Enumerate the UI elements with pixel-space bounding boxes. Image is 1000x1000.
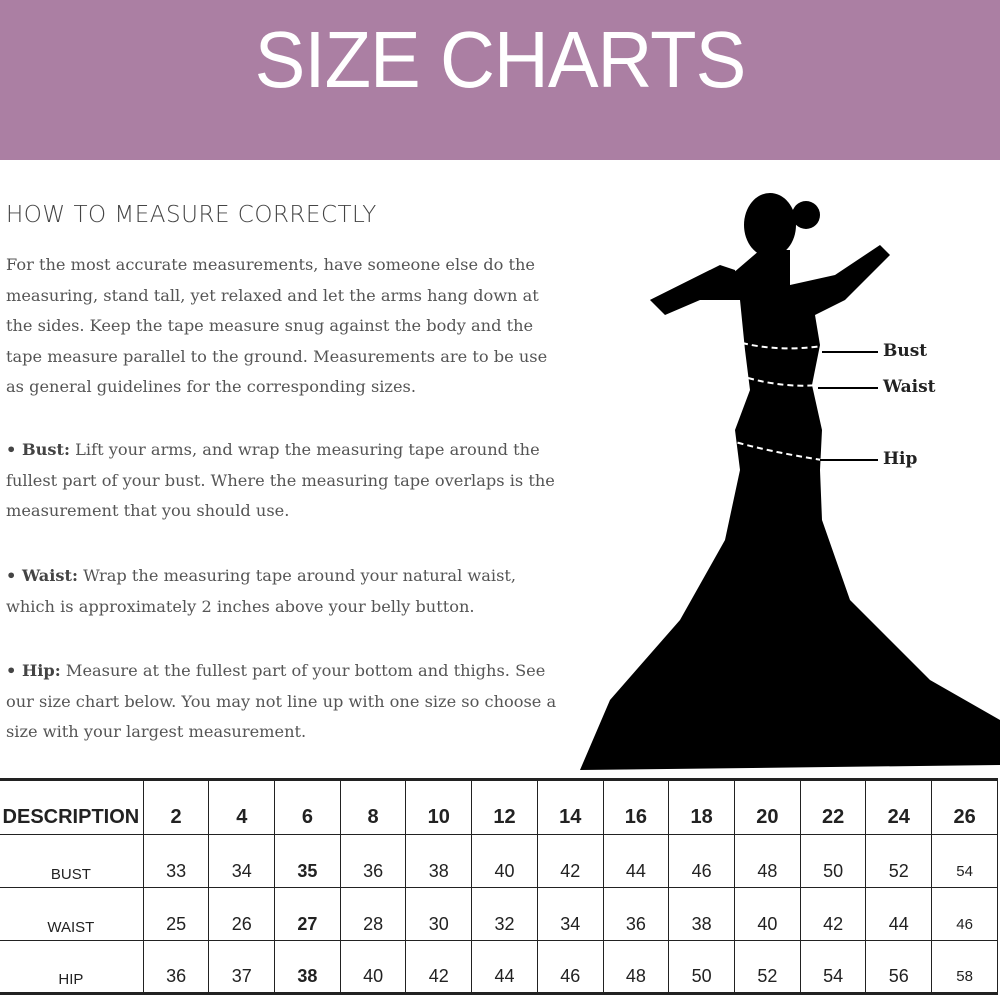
- table-cell: 40: [472, 835, 538, 888]
- table-cell: 56: [866, 941, 932, 994]
- row-label: HIP: [0, 941, 143, 994]
- size-header: 18: [669, 780, 735, 835]
- table-cell: 28: [340, 888, 406, 941]
- table-cell: 54: [800, 941, 866, 994]
- table-cell: 46: [669, 835, 735, 888]
- size-header: 4: [209, 780, 275, 835]
- table-cell: 38: [406, 835, 472, 888]
- table-cell: 35: [275, 835, 341, 888]
- table-cell: 34: [537, 888, 603, 941]
- table-cell: 42: [800, 888, 866, 941]
- size-header: 8: [340, 780, 406, 835]
- size-header: 6: [275, 780, 341, 835]
- page-title: SIZE CHARTS: [254, 15, 746, 104]
- row-label: BUST: [0, 835, 143, 888]
- table-cell: 25: [143, 888, 209, 941]
- banner: [0, 0, 1000, 160]
- table-cell: 40: [735, 888, 801, 941]
- table-row: [0, 941, 998, 994]
- table-cell: 52: [866, 835, 932, 888]
- table-cell: 48: [603, 941, 669, 994]
- size-header: 24: [866, 780, 932, 835]
- measurement-figure: [570, 185, 1000, 775]
- table-cell: 44: [472, 941, 538, 994]
- size-header: 14: [537, 780, 603, 835]
- header-description: DESCRIPTION: [0, 780, 143, 835]
- table-cell: 44: [603, 835, 669, 888]
- table-cell: 36: [143, 941, 209, 994]
- size-table: [0, 778, 998, 995]
- table-cell: 38: [669, 888, 735, 941]
- table-cell: 27: [275, 888, 341, 941]
- silhouette-icon: [570, 185, 1000, 775]
- table-cell: 37: [209, 941, 275, 994]
- table-cell: 42: [406, 941, 472, 994]
- size-header: 12: [472, 780, 538, 835]
- table-cell: 32: [472, 888, 538, 941]
- row-label: WAIST: [0, 888, 143, 941]
- size-header: 2: [143, 780, 209, 835]
- table-cell: 52: [735, 941, 801, 994]
- table-cell: 50: [669, 941, 735, 994]
- bust-callout: Bust: [883, 341, 928, 361]
- hip-callout: Hip: [883, 449, 918, 469]
- waist-text: Wrap the measuring tape around your natural waist, which is approximately 2 inches above your belly button.: [6, 566, 517, 616]
- size-header: 20: [735, 780, 801, 835]
- table-cell: 33: [143, 835, 209, 888]
- bust-text: Lift your arms, and wrap the measuring tape around the fullest part of your bust. Where the measuring tape overlaps is the measurement that you should use.: [6, 440, 555, 520]
- section-heading: HOW TO MEASURE CORRECTLY: [6, 202, 377, 228]
- table-cell: 54: [932, 835, 998, 888]
- size-header: 16: [603, 780, 669, 835]
- hip-text: Measure at the fullest part of your bottom and thighs. See our size chart below. You may not line up with one size so choose a size with your largest measurement.: [6, 661, 557, 741]
- hip-label: • Hip:: [6, 661, 61, 680]
- waist-label: • Waist:: [6, 566, 78, 585]
- table-cell: 40: [340, 941, 406, 994]
- intro-text: For the most accurate measurements, have someone else do the measuring, stand tall, yet relaxed and let the arms hang down at the sides. Keep the tape measure snug against the body and the tape measure parallel to the ground. Measurements are to be use as general guidelines for the corresponding sizes.: [6, 255, 548, 396]
- table-cell: 38: [275, 941, 341, 994]
- size-header: 22: [800, 780, 866, 835]
- size-header: 10: [406, 780, 472, 835]
- table-cell: 36: [340, 835, 406, 888]
- table-cell: 36: [603, 888, 669, 941]
- table-cell: 48: [735, 835, 801, 888]
- table-cell: 26: [209, 888, 275, 941]
- table-cell: 46: [932, 888, 998, 941]
- table-cell: 50: [800, 835, 866, 888]
- size-header: 26: [932, 780, 998, 835]
- table-cell: 34: [209, 835, 275, 888]
- table-cell: 46: [537, 941, 603, 994]
- table-cell: 58: [932, 941, 998, 994]
- waist-instructions: [6, 561, 566, 622]
- hip-instructions: [6, 656, 566, 748]
- table-cell: 42: [537, 835, 603, 888]
- table-row: [0, 835, 998, 888]
- table-row: [0, 888, 998, 941]
- bust-instructions: [6, 435, 566, 527]
- table-cell: 44: [866, 888, 932, 941]
- waist-callout: Waist: [883, 377, 936, 397]
- bust-label: • Bust:: [6, 440, 70, 459]
- table-cell: 30: [406, 888, 472, 941]
- table-header-row: [0, 780, 998, 835]
